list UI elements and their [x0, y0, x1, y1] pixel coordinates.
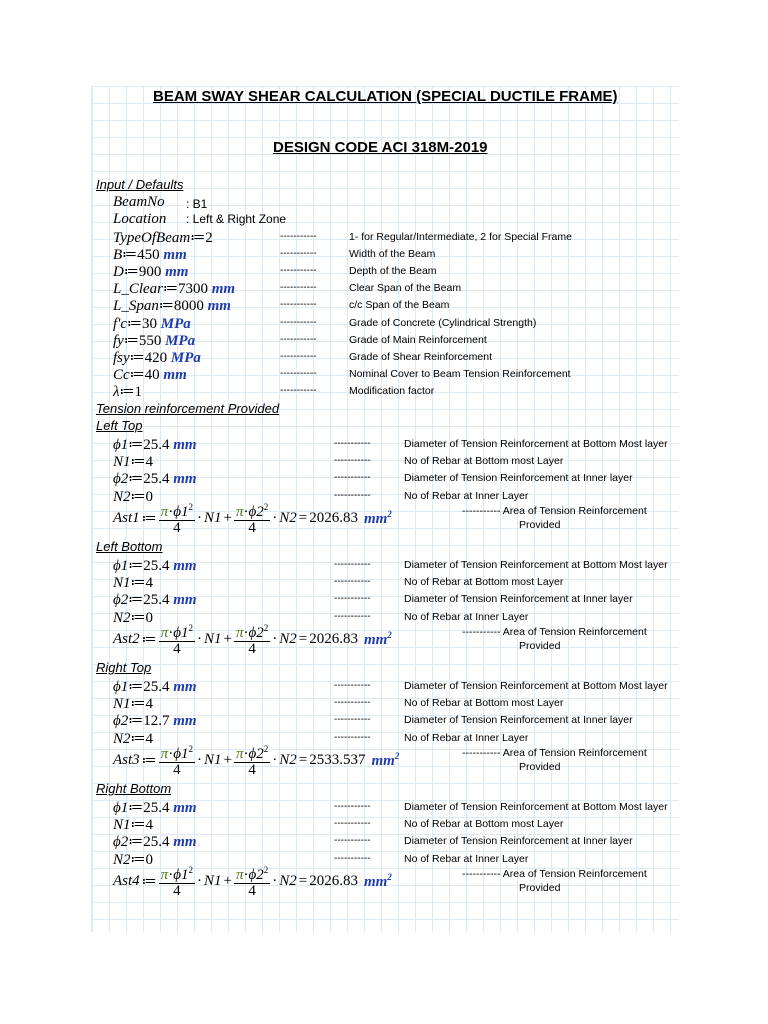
unit-label: mm	[173, 471, 197, 488]
fraction-numerator	[159, 742, 195, 763]
area-formula	[113, 621, 392, 657]
plus-sign: +	[223, 751, 232, 768]
assign-symbol: ≔	[130, 851, 146, 868]
fraction	[159, 621, 195, 657]
variable-name: N1	[113, 696, 131, 713]
variable-name: N1	[113, 454, 131, 471]
unit-label: mm	[207, 298, 231, 315]
diameter-symbol: ϕ1	[173, 867, 189, 883]
multiply-dot: ·	[272, 509, 278, 526]
exponent: 2	[188, 502, 193, 512]
assign-symbol: ≔	[141, 752, 157, 769]
variable-description: Grade of Concrete (Cylindrical Strength)	[349, 316, 537, 329]
variable-name: N1	[113, 817, 131, 834]
unit-label: mm	[173, 800, 197, 816]
variable-name: ϕ2	[113, 713, 129, 730]
assign-symbol: ≔	[163, 281, 179, 298]
area-description-provided: Provided	[519, 761, 561, 773]
variable-name: ϕ1	[113, 800, 129, 816]
area-description: ----------- Area of Tension Reinforcement	[462, 505, 647, 517]
fraction-denominator: 4	[173, 641, 181, 657]
fraction-numerator	[234, 621, 270, 642]
page-title: BEAM SWAY SHEAR CALCULATION (SPECIAL DUCTILE FRAME)	[153, 88, 618, 105]
variable-description: Diameter of Tension Reinforcement at Bottom Most layer	[404, 438, 668, 450]
variable-value: 40	[144, 366, 160, 383]
dash-separator: -----------	[334, 576, 371, 588]
variable-name: N2	[113, 609, 131, 626]
fraction	[234, 863, 270, 899]
unit-exponent: 2	[394, 750, 400, 761]
variable-value: 25.4	[143, 834, 170, 851]
variable-value: 450	[137, 247, 160, 264]
equals-sign: =	[298, 630, 308, 647]
fraction-denominator: 4	[173, 883, 181, 899]
variable-description: No of Rebar at Bottom most Layer	[404, 818, 564, 831]
variable-name: N2	[113, 730, 131, 747]
variable-description: No of Rebar at Bottom most Layer	[404, 576, 564, 589]
assign-symbol: ≔	[127, 315, 143, 332]
variable-value: 4	[145, 696, 154, 713]
dash-separator: -----------	[334, 593, 371, 605]
assign-symbol: ≔	[158, 298, 174, 315]
variable-description: Width of the Beam	[349, 248, 436, 261]
multiply-dot: ·	[196, 872, 202, 889]
area-description: ----------- Area of Tension Reinforcement	[462, 626, 647, 638]
area-variable: Ast4	[113, 872, 140, 889]
multiply-dot: ·	[196, 509, 202, 526]
variable-value: 25.4	[143, 437, 170, 453]
variable-description: No of Rebar at Bottom most Layer	[404, 455, 564, 468]
assign-symbol: ≔	[123, 264, 139, 281]
variable-name: B	[113, 247, 123, 264]
bar-count: N1	[203, 630, 222, 647]
assign-symbol: ≔	[130, 609, 146, 626]
variable-description: Diameter of Tension Reinforcement at Bottom Most layer	[404, 801, 668, 813]
group-heading: Right Top	[96, 660, 152, 675]
fraction	[234, 500, 270, 536]
variable-value: 4	[145, 817, 154, 834]
variable-name: λ	[113, 383, 120, 400]
variable-name: L_Clear	[113, 281, 164, 298]
dash-separator: -----------	[280, 248, 317, 260]
dash-separator: -----------	[334, 472, 371, 484]
fraction-numerator	[234, 742, 270, 763]
variable-name: ϕ2	[113, 834, 129, 851]
dash-separator: -----------	[334, 731, 371, 743]
group-heading: Left Top	[96, 418, 143, 433]
assign-symbol: ≔	[128, 471, 144, 488]
variable-description: Diameter of Tension Reinforcement at Inner layer	[404, 835, 633, 848]
unit-label: mm	[363, 873, 388, 890]
variable-description: Grade of Main Reinforcement	[349, 333, 487, 346]
unit-label: mm	[173, 834, 197, 851]
variable-value: 7300	[178, 281, 209, 298]
unit-label: mm	[173, 558, 197, 574]
variable-value: 4	[145, 454, 154, 471]
variable-name: TypeOfBeam	[113, 230, 191, 246]
area-unit	[364, 509, 392, 528]
unit-label: mm	[363, 510, 388, 527]
assign-symbol: ≔	[128, 713, 144, 730]
plus-sign: +	[223, 872, 232, 889]
rebar-equation	[113, 590, 197, 609]
assign-symbol: ≔	[129, 349, 145, 366]
variable-value: 2	[205, 230, 213, 246]
rebar-equation	[113, 711, 197, 730]
dash-separator: -----------	[334, 680, 371, 691]
beamno-value: : B1	[186, 197, 208, 211]
pi-symbol: π	[160, 625, 169, 641]
variable-name: ϕ2	[113, 471, 129, 488]
variable-name: L_Span	[113, 298, 159, 315]
fraction	[234, 621, 270, 657]
variable-value: 25.4	[143, 592, 170, 609]
variable-name: N1	[113, 575, 131, 592]
page-subtitle: DESIGN CODE ACI 318M-2019	[273, 139, 488, 156]
fraction-numerator	[159, 500, 195, 521]
dash-separator: -----------	[334, 714, 371, 726]
diameter-symbol: ϕ2	[248, 746, 264, 762]
multiply-dot: ·	[272, 751, 278, 768]
fraction	[159, 742, 195, 778]
pi-symbol: π	[235, 746, 244, 762]
rebar-equation	[113, 435, 197, 454]
pi-symbol: π	[160, 504, 169, 520]
tension-heading: Tension reinforcement Provided	[96, 401, 280, 416]
variable-description: Depth of the Beam	[349, 265, 437, 278]
variable-name: D	[113, 264, 124, 281]
unit-label: mm	[173, 437, 197, 453]
exponent: 2	[263, 623, 269, 633]
area-unit	[364, 630, 392, 649]
dash-separator: -----------	[280, 231, 317, 242]
fraction-numerator	[234, 863, 270, 884]
dash-separator: -----------	[280, 350, 317, 362]
variable-value: 1	[134, 383, 142, 400]
dash-separator: -----------	[280, 333, 317, 345]
exponent: 2	[263, 865, 269, 875]
area-formula	[113, 863, 392, 899]
plus-sign: +	[223, 509, 232, 526]
plus-sign: +	[223, 630, 232, 647]
dash-separator: -----------	[334, 455, 371, 467]
multiply-dot: ·	[168, 867, 174, 883]
diameter-symbol: ϕ2	[248, 625, 264, 641]
dash-separator: -----------	[280, 367, 317, 379]
pi-symbol: π	[235, 504, 244, 520]
unit-exponent: 2	[387, 629, 392, 640]
area-result: 2533.537	[309, 751, 366, 768]
assign-symbol: ≔	[129, 366, 145, 383]
dash-separator: -----------	[334, 438, 371, 449]
fraction-denominator: 4	[248, 762, 256, 778]
variable-description: No of Rebar at Bottom most Layer	[404, 697, 564, 710]
variable-value: 900	[138, 264, 162, 281]
dash-separator: -----------	[334, 559, 371, 570]
bar-count: N2	[279, 872, 297, 889]
area-description: ----------- Area of Tension Reinforcement	[462, 868, 647, 880]
pi-symbol: π	[235, 625, 244, 641]
pi-symbol: π	[160, 867, 169, 883]
exponent: 2	[188, 623, 193, 633]
unit-label: mm	[173, 679, 197, 695]
group-heading: Left Bottom	[96, 539, 163, 554]
multiply-dot: ·	[243, 504, 249, 520]
fraction-numerator	[159, 621, 195, 642]
variable-description: Modification factor	[349, 384, 435, 397]
area-variable: Ast1	[113, 509, 140, 526]
variable-name: fsy	[113, 349, 130, 366]
multiply-dot: ·	[168, 625, 174, 641]
variable-name: ϕ1	[113, 437, 129, 453]
variable-description: Nominal Cover to Beam Tension Reinforcement	[349, 367, 571, 380]
rebar-equation	[113, 452, 153, 471]
variable-description: No of Rebar at Inner Layer	[404, 852, 529, 865]
unit-label: MPa	[170, 349, 201, 366]
bar-count: N2	[279, 509, 297, 526]
variable-value: 0	[145, 851, 154, 868]
location-label: Location	[113, 211, 167, 227]
diameter-symbol: ϕ1	[173, 746, 189, 762]
assign-symbol: ≔	[128, 558, 144, 574]
dash-separator: -----------	[334, 697, 371, 709]
dash-separator: -----------	[334, 489, 371, 501]
variable-value: 0	[145, 488, 154, 505]
multiply-dot: ·	[272, 630, 278, 647]
variable-description: Diameter of Tension Reinforcement at Bottom Most layer	[404, 680, 668, 692]
variable-name: ϕ1	[113, 558, 129, 574]
equals-sign: =	[298, 751, 308, 768]
fraction-denominator: 4	[248, 641, 256, 657]
unit-label: mm	[211, 281, 236, 298]
rebar-equation	[113, 798, 197, 817]
bar-count: N1	[203, 509, 222, 526]
unit-label: mm	[163, 366, 187, 383]
bar-count: N1	[203, 751, 222, 768]
unit-label: mm	[165, 264, 189, 281]
assign-symbol: ≔	[128, 592, 144, 609]
variable-name: N2	[113, 851, 131, 868]
diameter-symbol: ϕ1	[173, 625, 189, 641]
assign-symbol: ≔	[130, 488, 146, 505]
area-description-provided: Provided	[519, 519, 561, 531]
assign-symbol: ≔	[141, 510, 157, 527]
assign-symbol: ≔	[141, 631, 157, 648]
variable-value: 25.4	[143, 679, 170, 695]
area-result: 2026.83	[309, 630, 358, 647]
variable-value: 420	[144, 349, 168, 366]
fraction-denominator: 4	[173, 762, 181, 778]
area-result: 2026.83	[309, 509, 358, 526]
pi-symbol: π	[160, 746, 169, 762]
fraction-numerator	[159, 863, 195, 884]
rebar-equation	[113, 832, 197, 851]
pi-symbol: π	[235, 867, 244, 883]
bar-count: N2	[279, 751, 297, 768]
input-equation	[113, 382, 142, 401]
variable-description: No of Rebar at Inner Layer	[404, 731, 529, 744]
variable-value: 8000	[173, 298, 204, 315]
area-description: ----------- Area of Tension Reinforcement	[462, 747, 647, 759]
multiply-dot: ·	[243, 625, 249, 641]
equals-sign: =	[298, 872, 308, 889]
area-description-provided: Provided	[519, 640, 561, 652]
exponent: 2	[263, 744, 269, 754]
unit-label: MPa	[165, 332, 196, 349]
variable-description: No of Rebar at Inner Layer	[404, 489, 529, 502]
variable-name: N2	[113, 488, 131, 505]
exponent: 2	[188, 865, 193, 875]
dash-separator: -----------	[334, 835, 371, 847]
assign-symbol: ≔	[128, 679, 144, 695]
unit-label: mm	[363, 631, 388, 648]
unit-label: mm	[371, 752, 395, 769]
equals-sign: =	[298, 509, 308, 526]
fraction-numerator	[234, 500, 270, 521]
fraction-denominator: 4	[173, 520, 181, 536]
assign-symbol: ≔	[130, 817, 146, 834]
fraction	[234, 742, 270, 778]
variable-value: 30	[142, 315, 158, 332]
diameter-symbol: ϕ2	[248, 867, 264, 883]
area-formula	[113, 742, 399, 778]
rebar-equation	[113, 469, 197, 488]
variable-value: 12.7	[143, 713, 170, 730]
exponent: 2	[263, 502, 269, 512]
assign-symbol: ≔	[190, 230, 206, 246]
assign-symbol: ≔	[128, 834, 144, 851]
assign-symbol: ≔	[119, 383, 135, 400]
variable-name: f'c	[113, 315, 128, 332]
variable-description: Grade of Shear Reinforcement	[349, 350, 492, 363]
rebar-equation	[113, 694, 153, 713]
rebar-equation	[113, 677, 197, 696]
variable-description: Diameter of Tension Reinforcement at Inner layer	[404, 593, 633, 606]
multiply-dot: ·	[196, 751, 202, 768]
multiply-dot: ·	[243, 746, 249, 762]
diameter-symbol: ϕ1	[173, 504, 189, 520]
exponent: 2	[188, 744, 193, 754]
multiply-dot: ·	[272, 872, 278, 889]
rebar-equation	[113, 556, 197, 575]
assign-symbol: ≔	[128, 800, 144, 816]
variable-description: 1- for Regular/Intermediate, 2 for Special Frame	[349, 231, 572, 243]
variable-name: fy	[113, 332, 124, 349]
variable-value: 550	[138, 332, 162, 349]
bar-count: N1	[203, 872, 222, 889]
rebar-equation	[113, 573, 153, 592]
dash-separator: -----------	[280, 265, 317, 277]
variable-value: 0	[145, 609, 154, 626]
area-unit	[371, 751, 399, 770]
assign-symbol: ≔	[130, 696, 146, 713]
area-result: 2026.83	[309, 872, 358, 889]
dash-separator: -----------	[334, 818, 371, 830]
variable-description: Diameter of Tension Reinforcement at Bottom Most layer	[404, 559, 668, 571]
variable-value: 4	[145, 730, 154, 747]
unit-label: mm	[163, 247, 187, 264]
unit-exponent: 2	[387, 508, 392, 519]
fraction	[159, 500, 195, 536]
variable-description: No of Rebar at Inner Layer	[404, 610, 529, 623]
group-heading: Right Bottom	[96, 781, 172, 796]
unit-label: mm	[173, 592, 197, 609]
diameter-symbol: ϕ2	[248, 504, 264, 520]
dash-separator: -----------	[280, 384, 317, 396]
dash-separator: -----------	[334, 852, 371, 864]
assign-symbol: ≔	[130, 575, 146, 592]
bar-count: N2	[279, 630, 297, 647]
assign-symbol: ≔	[122, 247, 138, 264]
area-unit	[364, 872, 392, 891]
fraction-denominator: 4	[248, 883, 256, 899]
fraction-denominator: 4	[248, 520, 256, 536]
unit-label: mm	[173, 713, 197, 730]
variable-name: ϕ1	[113, 679, 129, 695]
variable-value: 4	[145, 575, 154, 592]
assign-symbol: ≔	[130, 454, 146, 471]
dash-separator: -----------	[280, 282, 317, 294]
multiply-dot: ·	[168, 746, 174, 762]
unit-label: MPa	[160, 315, 191, 332]
dash-separator: -----------	[280, 316, 317, 328]
assign-symbol: ≔	[128, 437, 144, 453]
area-variable: Ast3	[113, 751, 140, 768]
variable-description: Diameter of Tension Reinforcement at Inner layer	[404, 714, 633, 727]
dash-separator: -----------	[334, 801, 371, 812]
variable-value: 25.4	[143, 800, 170, 816]
variable-description: Clear Span of the Beam	[349, 282, 462, 295]
assign-symbol: ≔	[130, 730, 146, 747]
assign-symbol: ≔	[123, 332, 139, 349]
unit-exponent: 2	[387, 871, 392, 882]
assign-symbol: ≔	[141, 873, 157, 890]
variable-value: 25.4	[143, 558, 170, 574]
dash-separator: -----------	[334, 610, 371, 622]
area-description-provided: Provided	[519, 882, 561, 894]
location-value: : Left & Right Zone	[186, 212, 287, 226]
dash-separator: -----------	[280, 299, 317, 311]
variable-name: Cc	[113, 366, 130, 383]
variable-value: 25.4	[143, 471, 170, 488]
beamno-label: BeamNo	[113, 194, 165, 210]
variable-name: ϕ2	[113, 592, 129, 609]
area-formula	[113, 500, 392, 536]
rebar-equation	[113, 815, 153, 834]
input-heading: Input / Defaults	[96, 177, 184, 192]
multiply-dot: ·	[243, 867, 249, 883]
variable-description: c/c Span of the Beam	[349, 299, 450, 312]
area-variable: Ast2	[113, 630, 140, 647]
multiply-dot: ·	[196, 630, 202, 647]
fraction	[159, 863, 195, 899]
multiply-dot: ·	[168, 504, 174, 520]
variable-description: Diameter of Tension Reinforcement at Inner layer	[404, 472, 633, 485]
